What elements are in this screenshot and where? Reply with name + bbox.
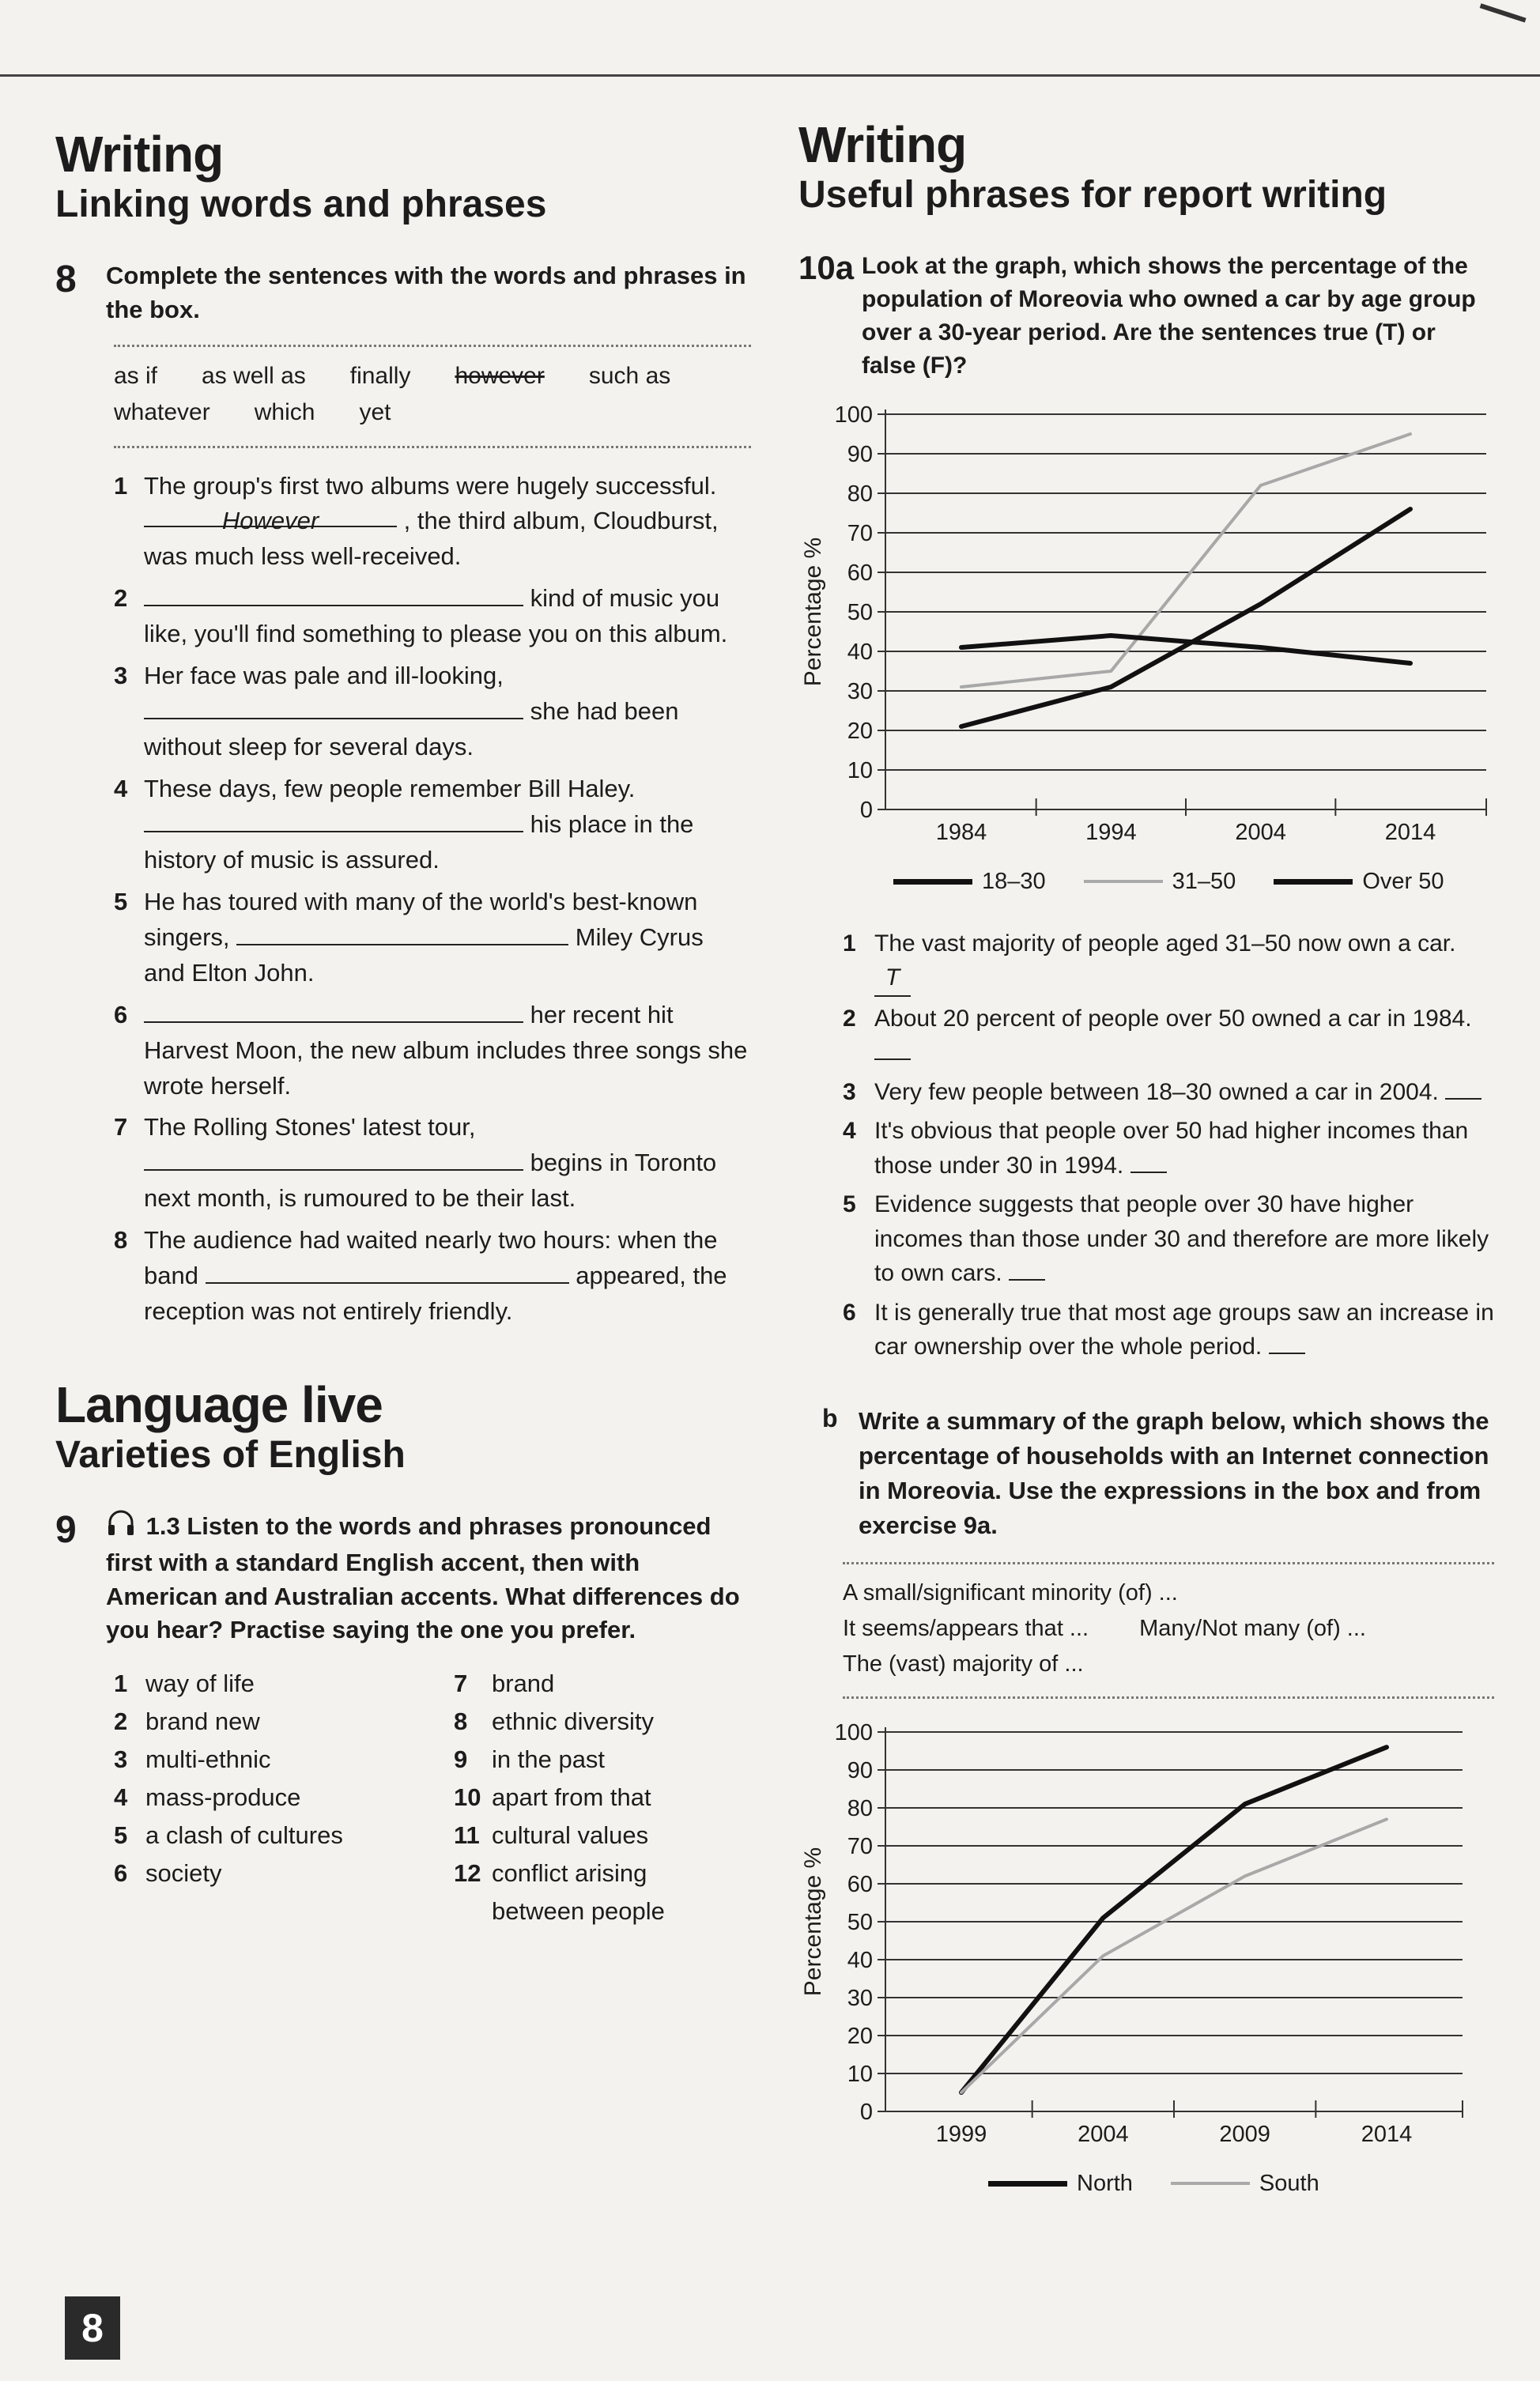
y-tick-label: 20 — [847, 2023, 873, 2049]
sentence-number: 4 — [114, 775, 128, 803]
x-tick-label: 2014 — [1361, 2121, 1413, 2147]
list-item — [454, 1779, 754, 1817]
x-tick-label: 1984 — [935, 819, 987, 845]
section-subtitle-report: Useful phrases for report writing — [798, 174, 1387, 217]
answer-blank[interactable] — [144, 809, 523, 832]
internet-connection-chart-svg — [798, 1718, 1494, 2160]
list-item — [114, 1779, 454, 1817]
list-item — [454, 1703, 754, 1741]
y-tick-label: 40 — [847, 1947, 873, 1973]
item-number: 2 — [114, 1707, 128, 1736]
series-line-3 — [961, 636, 1410, 663]
word-box-item: as well as — [202, 362, 306, 389]
expressions-row — [843, 1575, 1494, 1611]
data-point — [1410, 508, 1412, 510]
list-item — [114, 1817, 454, 1855]
answer-blank[interactable] — [1009, 1279, 1045, 1281]
audio-track: 1.3 — [145, 1512, 180, 1541]
data-point — [1102, 1955, 1104, 1957]
item-text: ethnic diversity — [492, 1707, 655, 1736]
sentence-text: she had been without sleep for several days. — [144, 697, 679, 761]
exercise-10a — [798, 250, 1494, 383]
item-number: 8 — [454, 1707, 468, 1736]
series-line-1 — [961, 509, 1410, 726]
exercise-9 — [55, 1510, 751, 1647]
x-tick-label: 2009 — [1219, 2121, 1270, 2147]
y-tick-label: 50 — [847, 599, 873, 625]
legend-item — [1171, 2171, 1319, 2197]
x-tick-label: 2004 — [1078, 2121, 1129, 2147]
exercise-instruction: Write a summary of the graph below, which shows the percentage of households with an Internet connection in Moreovia. Use the expressions in the box and from exercise 9a. — [859, 1406, 1489, 1540]
answer-blank[interactable] — [144, 1147, 523, 1171]
word-box-row — [114, 394, 751, 432]
exercise-instruction: Complete the sentences with the words and phrases in the box. — [106, 261, 746, 323]
exercise-10b — [798, 1404, 1494, 1543]
statement-number: 2 — [843, 1005, 856, 1032]
internet-connection-chart — [798, 1718, 1494, 2164]
list-item — [454, 1741, 754, 1779]
sentence-text: He has toured with many of the world's best-known singers, — [144, 887, 698, 951]
data-point — [961, 2091, 963, 2093]
data-point — [1110, 685, 1112, 688]
sentence-text: These days, few people remember Bill Haley. — [144, 775, 636, 803]
statement-number: 3 — [843, 1078, 856, 1105]
item-text: brand new — [145, 1707, 260, 1736]
sentence-text: The Rolling Stones' latest tour, — [144, 1113, 476, 1141]
statement-3 — [843, 1075, 1494, 1110]
chart1-legend — [893, 869, 1494, 895]
x-tick-label: 1999 — [935, 2121, 987, 2147]
statement-text: It's obvious that people over 50 had higher incomes than those under 30 in 1994. — [874, 1118, 1469, 1179]
item-text: society — [145, 1859, 222, 1888]
data-point — [961, 725, 963, 727]
item-number: 1 — [114, 1670, 128, 1698]
sentence-number: 7 — [114, 1113, 128, 1141]
item-text: in the past — [492, 1745, 606, 1774]
y-tick-label: 10 — [847, 2061, 873, 2087]
section-subtitle-varieties: Varieties of English — [55, 1434, 406, 1477]
legend-label: 31–50 — [1172, 868, 1236, 894]
list-item — [114, 1703, 454, 1741]
data-point — [1410, 432, 1412, 435]
y-tick-label: 80 — [847, 1795, 873, 1821]
statement-number: 4 — [843, 1118, 856, 1145]
item-text: multi-ethnic — [145, 1745, 271, 1774]
language-live-header — [55, 1377, 751, 1478]
series-line-2 — [961, 434, 1410, 687]
legend-swatch — [1084, 880, 1163, 883]
pronunciation-list — [114, 1665, 751, 1930]
data-point — [1410, 662, 1412, 664]
word-box-item: such as — [588, 362, 671, 389]
answer-blank[interactable] — [236, 922, 568, 945]
item-text: conflict arising between people — [492, 1859, 665, 1926]
section-title-writing: Writing — [55, 126, 224, 183]
list-item — [454, 1665, 754, 1703]
x-tick-label: 1994 — [1085, 819, 1137, 845]
data-point — [1386, 1818, 1388, 1821]
statement-number: 6 — [843, 1299, 856, 1326]
item-number: 4 — [114, 1783, 128, 1812]
data-point — [1259, 646, 1262, 648]
sentence-text: begins in Toronto next month, is rumoured to be their last. — [144, 1149, 717, 1213]
data-point — [961, 685, 963, 688]
expression: It seems/appears that ... — [843, 1615, 1089, 1641]
word-box — [114, 345, 751, 448]
item-number: 6 — [114, 1859, 128, 1888]
sentence-text: The group's first two albums were hugely successful. — [144, 471, 717, 500]
sentence-text: The audience had waited nearly two hours: when the band — [144, 1226, 718, 1290]
item-number: 10 — [454, 1783, 481, 1812]
y-tick-label: 70 — [847, 1833, 873, 1859]
series-line-1 — [961, 1747, 1387, 2092]
sentence-2 — [55, 581, 751, 652]
data-point — [1259, 602, 1262, 605]
answer-blank[interactable] — [206, 1260, 569, 1284]
corner-mark — [1480, 0, 1532, 23]
sentence-text: , the third album, Cloudburst, was much less well-received. — [144, 507, 719, 571]
car-ownership-chart-svg — [798, 400, 1494, 858]
answer-blank[interactable]: T — [874, 960, 911, 997]
legend-swatch — [1274, 879, 1353, 885]
left-column — [55, 126, 751, 1930]
sentence-text: Her face was pale and ill-looking, — [144, 662, 504, 690]
exercise-number: b — [822, 1403, 838, 1432]
pronunciation-col-2 — [454, 1665, 754, 1930]
sentence-number: 1 — [114, 471, 128, 500]
data-point — [1244, 1803, 1246, 1806]
statement-6 — [843, 1296, 1494, 1364]
y-tick-label: 0 — [859, 797, 873, 823]
legend-item — [988, 2171, 1133, 2197]
statement-text: Very few people between 18–30 owned a car in 2004. — [874, 1078, 1439, 1105]
answer-blank[interactable] — [144, 999, 523, 1023]
answer-blank[interactable] — [874, 1058, 911, 1060]
item-text: apart from that — [492, 1783, 651, 1812]
exercise-instruction: Listen to the words and phrases pronounced first with a standard English accent, then with American and Australian accents. What differences do you hear? Practise saying the one you prefer. — [106, 1512, 740, 1644]
statement-number: 1 — [843, 930, 856, 957]
answer-blank[interactable] — [1269, 1353, 1305, 1354]
answer-blank[interactable] — [1130, 1172, 1167, 1173]
statement-2 — [843, 1002, 1494, 1070]
sentence-1 — [55, 469, 751, 575]
word-box-item: whatever — [114, 399, 210, 426]
y-tick-label: 30 — [847, 1985, 873, 2011]
y-tick-label: 0 — [859, 2099, 873, 2125]
y-tick-label: 30 — [847, 678, 873, 704]
item-text: mass-produce — [145, 1783, 301, 1812]
y-tick-label: 60 — [847, 1871, 873, 1897]
sentence-5 — [55, 885, 751, 991]
word-box-item: yet — [359, 399, 391, 426]
expressions-row — [843, 1647, 1494, 1682]
list-item — [454, 1855, 754, 1930]
legend-label: South — [1259, 2170, 1319, 2196]
statement-text: About 20 percent of people over 50 owned a car in 1984. — [874, 1005, 1472, 1032]
answer-blank[interactable] — [144, 696, 523, 719]
legend-swatch — [988, 2181, 1067, 2187]
exercise-number: 8 — [55, 258, 77, 300]
list-item — [114, 1741, 454, 1779]
sentence-text: his place in the history of music is assured. — [144, 809, 694, 874]
list-item — [454, 1817, 754, 1855]
statement-text: Evidence suggests that people over 30 have higher incomes than those under 30 and therefore are more likely to own cars. — [874, 1191, 1489, 1287]
y-tick-label: 80 — [847, 481, 873, 507]
expressions-row — [843, 1611, 1494, 1647]
y-tick-label: 100 — [834, 402, 873, 428]
data-point — [1244, 1875, 1246, 1877]
answer-blank[interactable]: However — [144, 504, 397, 527]
legend-item — [893, 869, 1046, 895]
word-box-row — [114, 358, 751, 395]
y-tick-label: 50 — [847, 1909, 873, 1935]
legend-label: 18–30 — [982, 868, 1046, 894]
item-number: 5 — [114, 1821, 128, 1850]
legend-label: Over 50 — [1362, 868, 1444, 894]
sentence-text: appeared, the reception was not entirely friendly. — [144, 1262, 727, 1326]
sentence-number: 3 — [114, 662, 128, 690]
expression: A small/significant minority (of) ... — [843, 1580, 1178, 1606]
word-box-item: as if — [114, 362, 158, 389]
word-box-item: finally — [349, 362, 411, 389]
chart2-legend — [988, 2171, 1494, 2197]
item-number: 12 — [454, 1859, 481, 1888]
item-number: 7 — [454, 1670, 468, 1698]
exercise-instruction: Look at the graph, which shows the percentage of the population of Moreovia who owned a car by age group over a 30-year period. Are the sentences true (T) or false (F)? — [862, 252, 1476, 379]
y-axis-label: Percentage % — [800, 1847, 826, 1997]
list-item — [114, 1665, 454, 1703]
item-number: 9 — [454, 1745, 468, 1774]
y-tick-label: 100 — [834, 1719, 873, 1745]
y-tick-label: 70 — [847, 520, 873, 546]
y-tick-label: 60 — [847, 560, 873, 586]
legend-label: North — [1077, 2170, 1133, 2196]
word-box-item-crossed: however — [455, 362, 545, 389]
sentence-4 — [55, 772, 751, 878]
y-tick-label: 10 — [847, 757, 873, 783]
page-number: 8 — [65, 2296, 120, 2360]
sentence-number: 8 — [114, 1226, 128, 1255]
x-tick-label: 2004 — [1235, 819, 1286, 845]
legend-item — [1084, 869, 1236, 895]
sentence-8 — [55, 1223, 751, 1330]
statement-5 — [843, 1187, 1494, 1291]
item-text: cultural values — [492, 1821, 649, 1850]
statement-1 — [843, 926, 1494, 997]
y-tick-label: 90 — [847, 441, 873, 467]
exercise-8 — [55, 259, 751, 327]
headphones-icon[interactable] — [106, 1510, 136, 1546]
y-tick-label: 40 — [847, 639, 873, 665]
sentence-number: 2 — [114, 584, 128, 613]
data-point — [961, 646, 963, 648]
exercise-number: 9 — [55, 1509, 77, 1552]
sentence-text: kind of music you like, you'll find something to please you on this album. — [144, 584, 728, 648]
sentence-3 — [55, 658, 751, 765]
sentence-text: Miley Cyrus and Elton John. — [144, 923, 704, 987]
sentence-number: 6 — [114, 1000, 128, 1028]
item-text: brand — [492, 1670, 555, 1698]
legend-swatch — [1171, 2182, 1250, 2185]
right-column — [798, 117, 1494, 2228]
sentence-7 — [55, 1110, 751, 1217]
sentence-number: 5 — [114, 887, 128, 915]
expression: Many/Not many (of) ... — [1139, 1615, 1366, 1641]
item-text: way of life — [145, 1670, 255, 1698]
data-point — [1259, 484, 1262, 486]
y-tick-label: 20 — [847, 718, 873, 744]
data-point — [1102, 1917, 1104, 1919]
pronunciation-col-1 — [114, 1665, 454, 1930]
answer-blank[interactable] — [1445, 1098, 1481, 1100]
y-axis-label: Percentage % — [800, 537, 826, 687]
item-number: 11 — [454, 1821, 480, 1850]
section-subtitle-linking: Linking words and phrases — [55, 183, 547, 226]
y-tick-label: 90 — [847, 1757, 873, 1783]
statement-4 — [843, 1114, 1494, 1183]
x-tick-label: 2014 — [1384, 819, 1436, 845]
item-text: a clash of cultures — [145, 1821, 343, 1850]
list-item — [114, 1855, 454, 1892]
item-number: 3 — [114, 1745, 128, 1774]
section-title-language-live: Language live — [55, 1376, 383, 1434]
data-point — [1386, 1746, 1388, 1749]
sentence-6 — [55, 998, 751, 1104]
legend-item — [1274, 869, 1444, 895]
statement-text: It is generally true that most age groups saw an increase in car ownership over the whole period. — [874, 1299, 1494, 1360]
answer-blank[interactable] — [144, 583, 523, 606]
word-box-item: which — [254, 399, 315, 426]
section-title-writing: Writing — [798, 116, 967, 173]
exercise-number: 10a — [798, 248, 855, 286]
data-point — [1110, 634, 1112, 636]
legend-swatch — [893, 879, 972, 885]
expressions-box — [843, 1562, 1494, 1699]
data-point — [1110, 670, 1112, 672]
sentence-text: her recent hit Harvest Moon, the new album includes three songs she wrote herself. — [144, 1000, 748, 1100]
statement-text: The vast majority of people aged 31–50 now own a car. — [874, 930, 1456, 957]
top-rule — [0, 74, 1540, 77]
expression: The (vast) majority of ... — [843, 1651, 1084, 1677]
statement-number: 5 — [843, 1191, 856, 1218]
car-ownership-chart — [798, 400, 1494, 862]
